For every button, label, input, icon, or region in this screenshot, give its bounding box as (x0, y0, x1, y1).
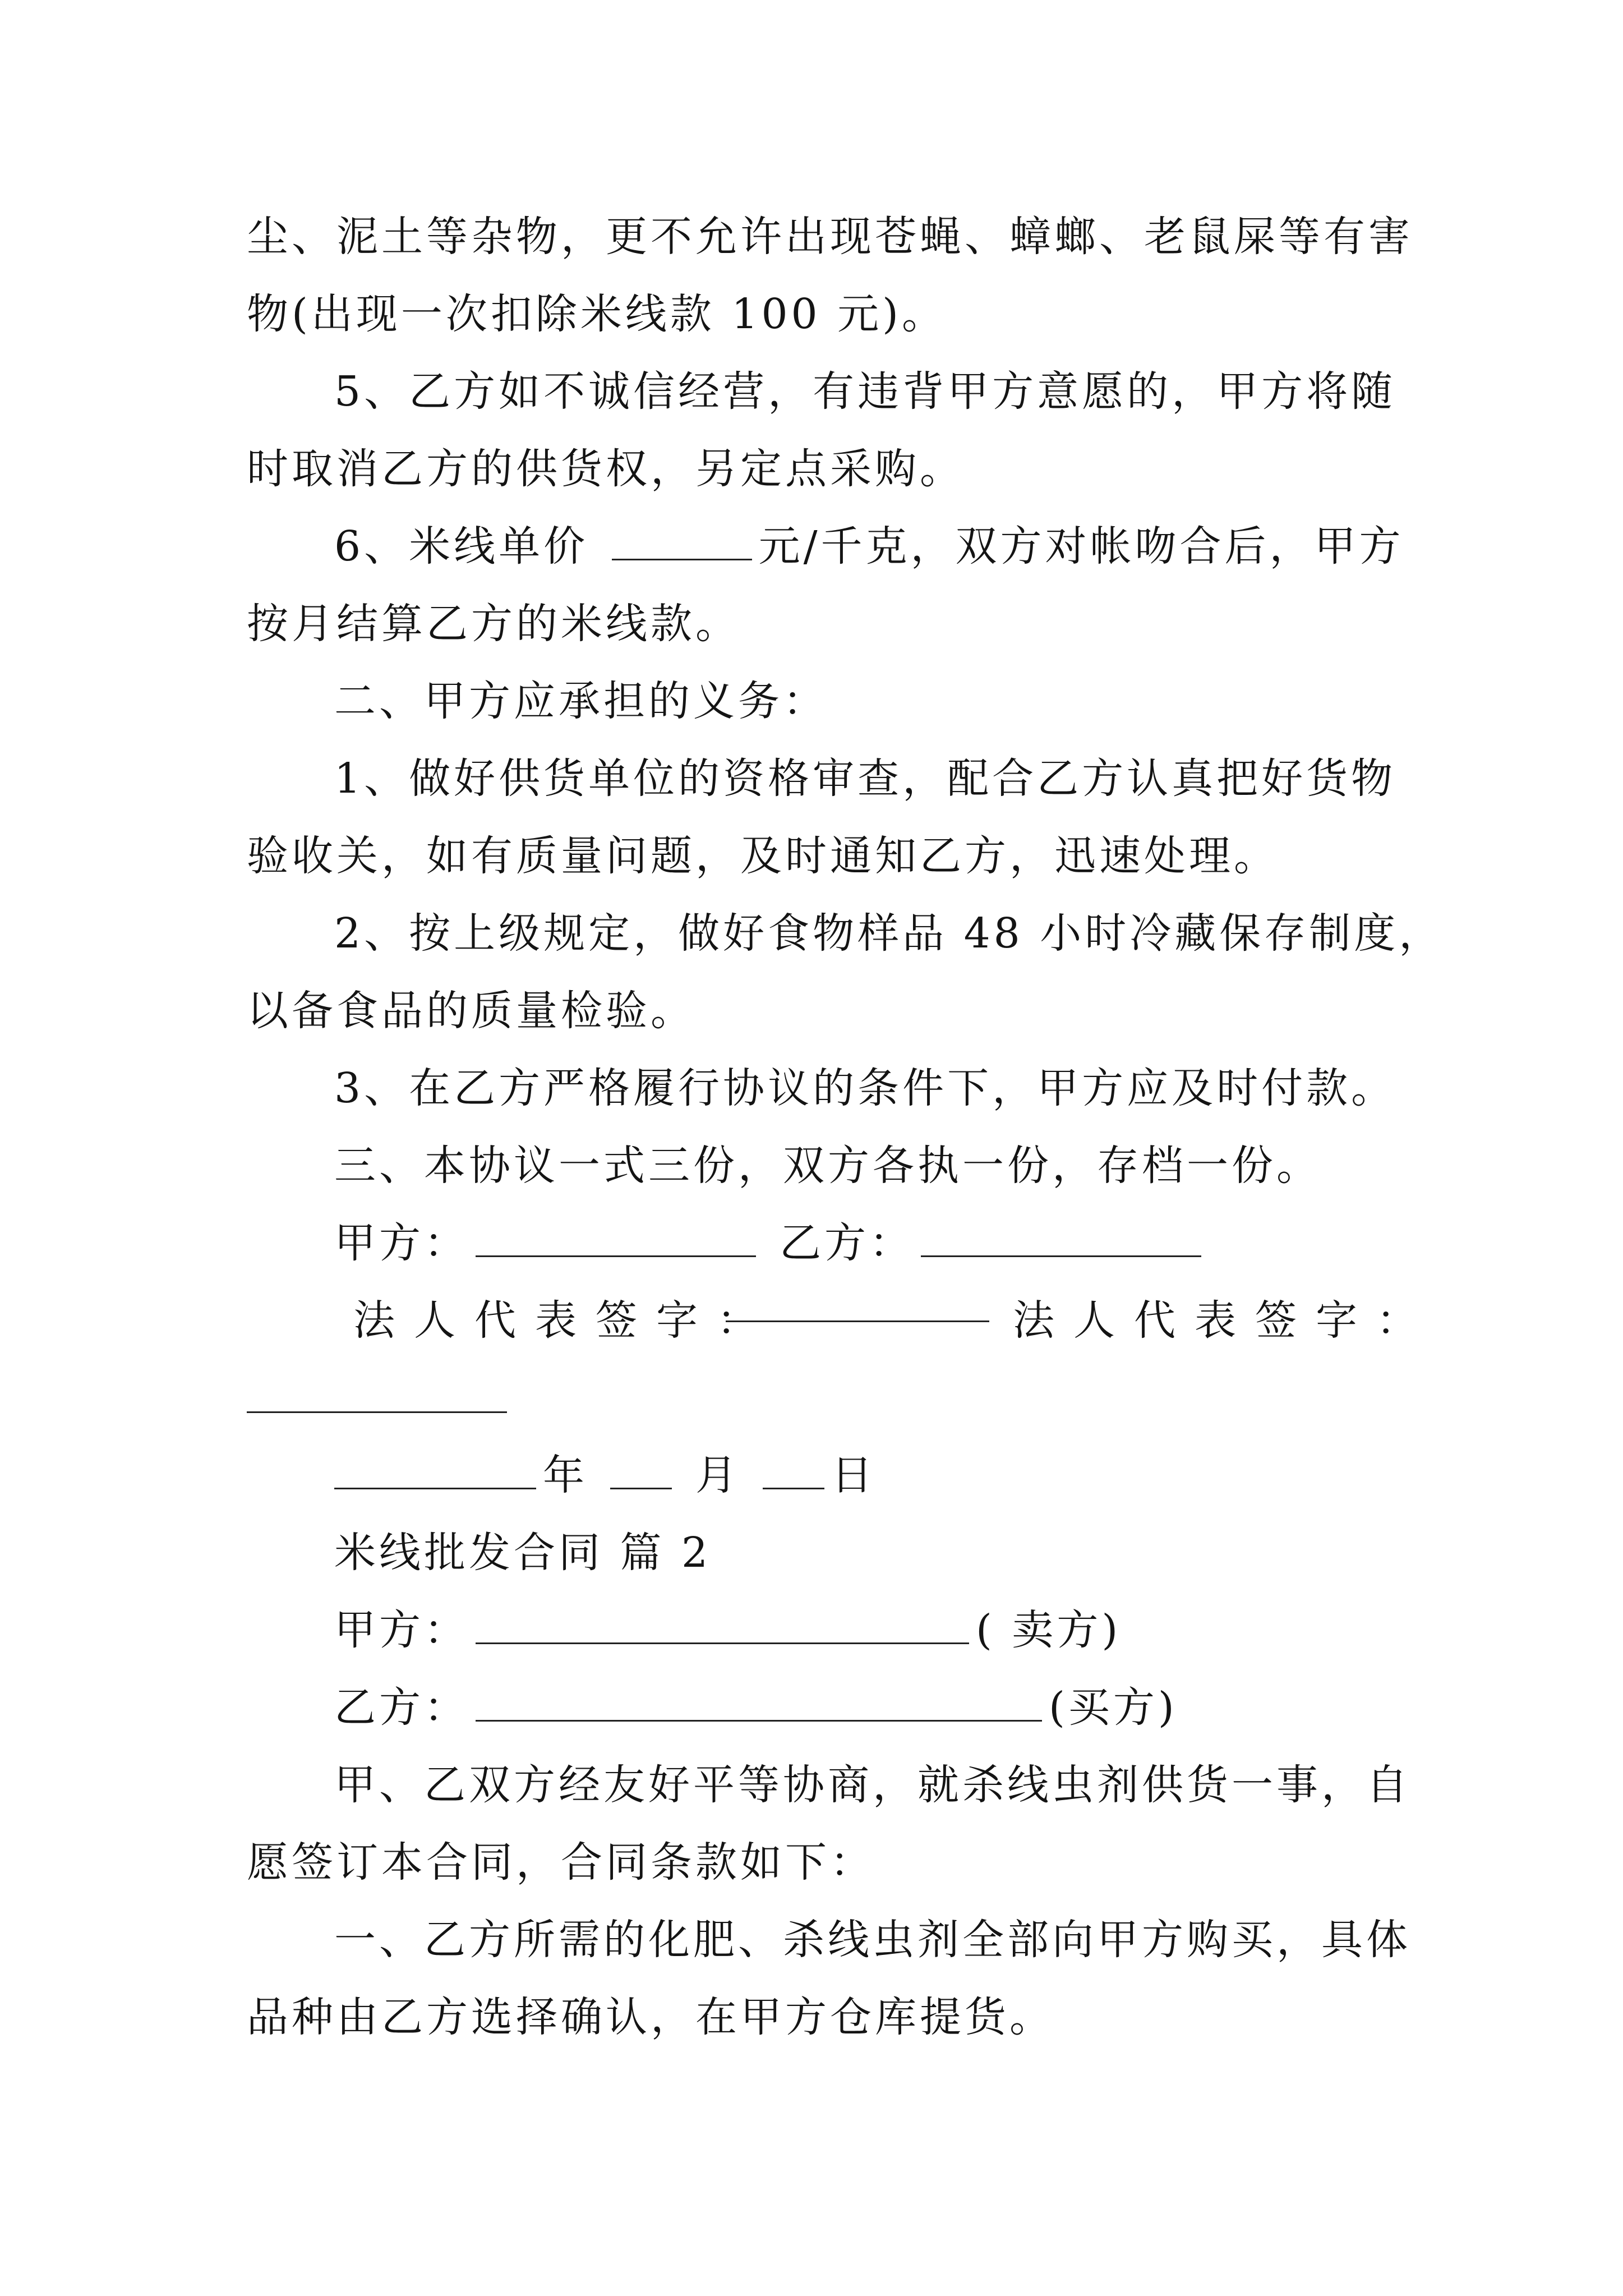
rep-sign-label-a: 法人代表签字： (353, 1296, 777, 1345)
unit-price-blank (612, 525, 752, 560)
clause-5-line-2 (247, 435, 1413, 503)
clause-6-line-2 (247, 590, 1413, 657)
contract-2-buyer-line (334, 1674, 1501, 1741)
paragraph-text: 一、乙方所需的化肥、杀线虫剂全部向甲方购买，具体 (334, 1916, 1411, 1964)
buyer-role: (买方) (1049, 1683, 1178, 1732)
seller-label: 甲方： (334, 1606, 469, 1654)
contract-2-intro-line-1 (334, 1751, 1501, 1819)
contract-2-clause-1-line-1 (334, 1906, 1501, 1973)
paragraph-text: 甲、乙双方经友好平等协商，就杀线虫剂供货一事，自 (334, 1761, 1411, 1809)
party-a-label: 甲方： (334, 1219, 469, 1267)
contract-title-text: 米线批发合同 篇 2 (334, 1529, 712, 1577)
party-signature-line (334, 1209, 1501, 1277)
seller-role: ( 卖方) (976, 1606, 1122, 1654)
duty-1-line-1 (334, 745, 1501, 812)
day-blank (763, 1454, 824, 1489)
party-b-label: 乙方： (780, 1219, 914, 1267)
paragraph-text: 时取消乙方的供货权，另定点采购。 (247, 445, 965, 493)
rep-sign-blank-b (247, 1411, 507, 1413)
month-label: 月 (695, 1451, 740, 1499)
paragraph-text: 三、本协议一式三份，双方各执一份，存档一份。 (334, 1142, 1321, 1190)
clause-6-line-1 (334, 513, 1501, 580)
contract-2-intro-line-2 (247, 1829, 1413, 1896)
contract-2-title (334, 1519, 1501, 1586)
paragraph-text: 物(出现一次扣除米线款 100 元)。 (247, 290, 947, 338)
duty-2-line-2 (247, 977, 1413, 1045)
month-blank (610, 1454, 672, 1489)
buyer-blank (476, 1686, 1042, 1722)
paragraph-text: 5、乙方如不诚信经营，有违背甲方意愿的，甲方将随 (334, 367, 1396, 416)
paragraph-text: 验收关，如有质量问题，及时通知乙方，迅速处理。 (247, 832, 1279, 880)
representative-signature-line (353, 1287, 1437, 1354)
contract-2-seller-line (334, 1596, 1501, 1664)
rep-sign-label-b: 法人代表签字： (1013, 1296, 1437, 1345)
year-blank (334, 1454, 536, 1489)
paragraph-text: 元/千克，双方对帐吻合后，甲方 (758, 522, 1404, 570)
party-a-blank (476, 1222, 756, 1257)
section-3-line (334, 1132, 1501, 1199)
rep-sign-blank-a (726, 1320, 989, 1322)
paragraph-text: 3、在乙方严格履行协议的条件下，甲方应及时付款。 (334, 1064, 1396, 1112)
duty-3-line (334, 1055, 1501, 1122)
paragraph-text: 品种由乙方选择确认，在甲方仓库提货。 (247, 1993, 1054, 2041)
seller-blank (476, 1609, 969, 1644)
paragraph-text: 以备食品的质量检验。 (247, 987, 695, 1035)
paragraph-text: 2、按上级规定，做好食物样品 48 小时冷藏保存制度， (334, 909, 1444, 958)
clause-5-line-1 (334, 358, 1501, 425)
contract-2-clause-1-line-2 (247, 1984, 1413, 2051)
paragraph-text: 6、米线单价 (334, 522, 605, 570)
section-heading-text: 二、甲方应承担的义务： (334, 677, 828, 725)
paragraph-line (247, 280, 1413, 348)
duty-1-line-2 (247, 822, 1413, 890)
section-heading (334, 668, 1501, 735)
buyer-label: 乙方： (334, 1683, 469, 1732)
paragraph-line (247, 203, 1413, 270)
paragraph-text: 按月结算乙方的米线款。 (247, 600, 740, 648)
party-b-blank (921, 1222, 1201, 1257)
duty-2-line-1 (334, 900, 1501, 967)
year-label: 年 (543, 1451, 588, 1499)
paragraph-text: 尘、泥土等杂物，更不允许出现苍蝇、蟑螂、老鼠屎等有害 (247, 213, 1413, 261)
paragraph-text: 愿签订本合同，合同条款如下： (247, 1838, 875, 1887)
date-line (334, 1442, 1501, 1509)
paragraph-text: 1、做好供货单位的资格审查，配合乙方认真把好货物 (334, 754, 1396, 803)
day-label: 日 (831, 1451, 876, 1499)
